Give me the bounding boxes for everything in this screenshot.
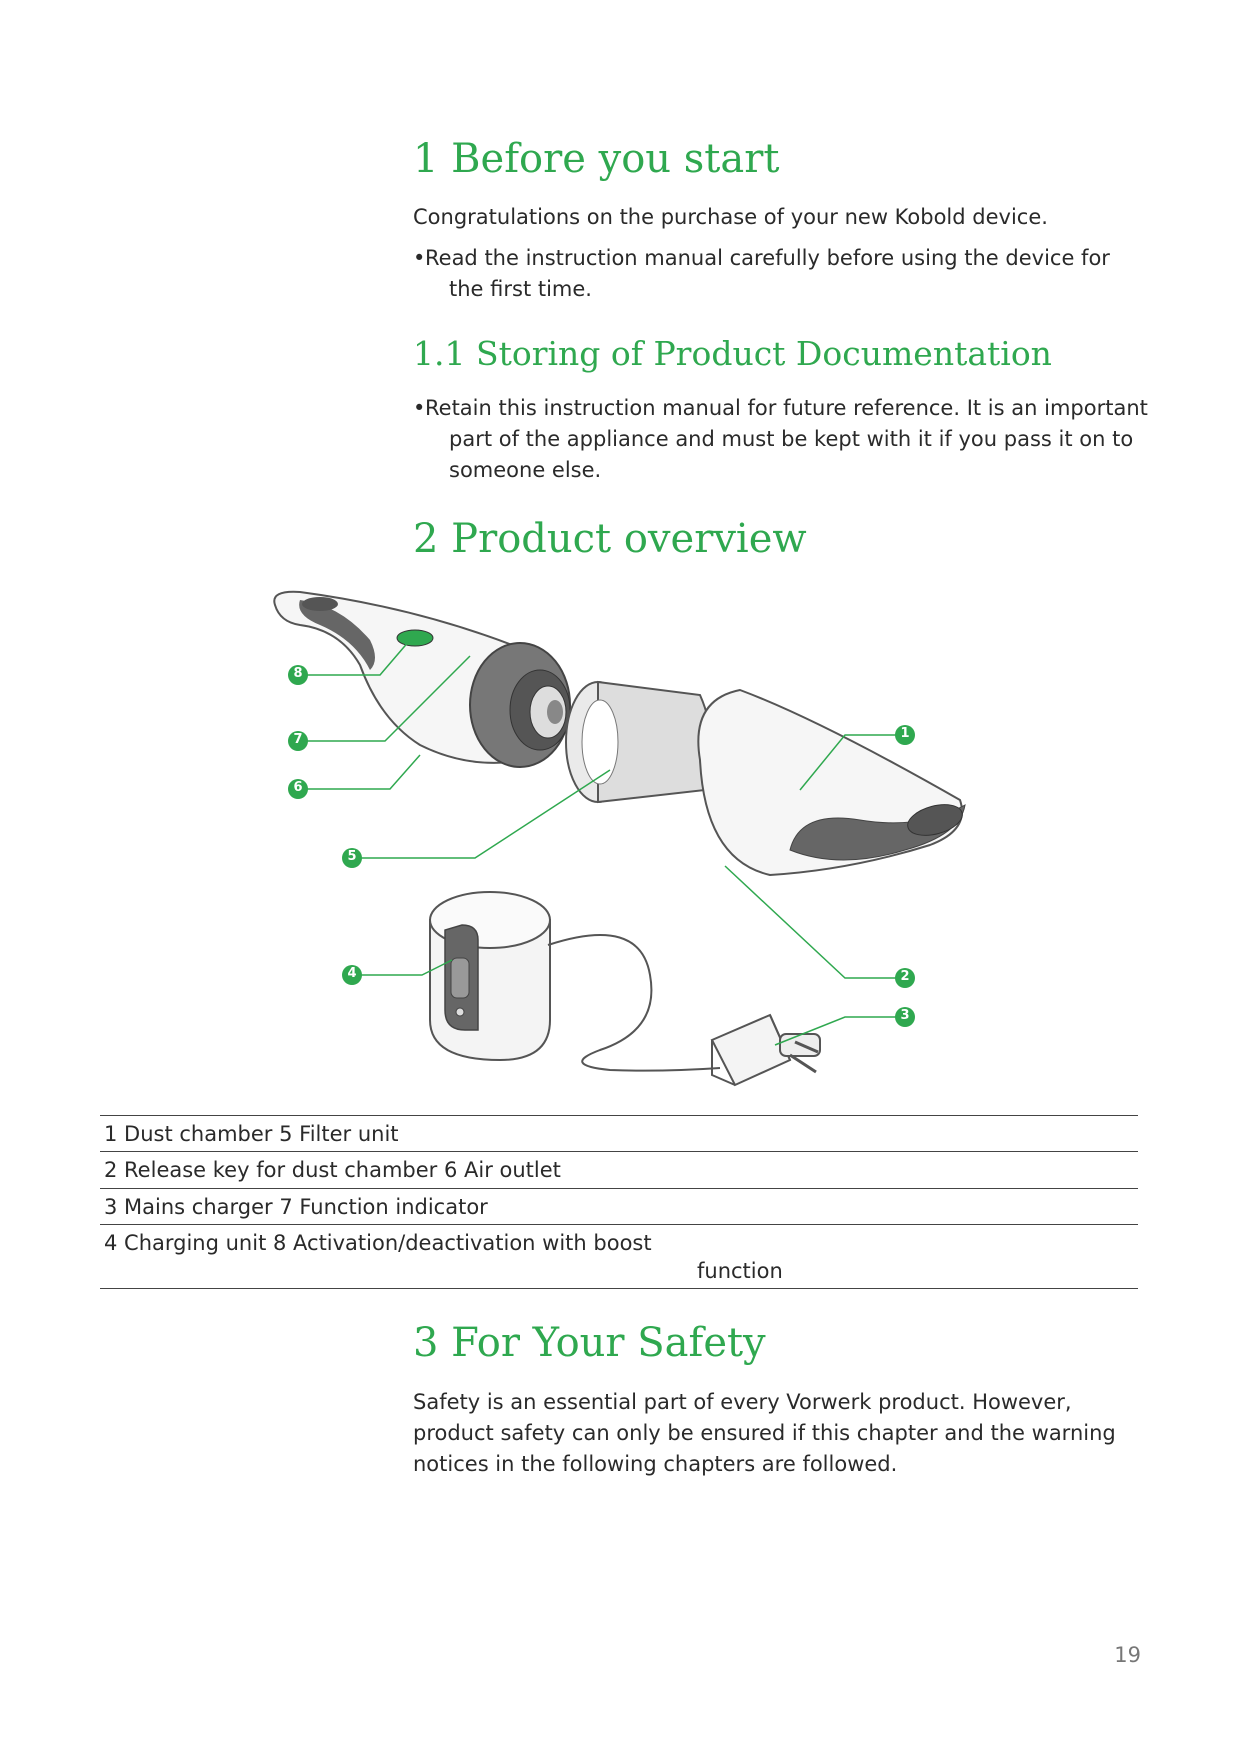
callout-8-label: 8 xyxy=(293,666,303,681)
legend-row-4: 4 Charging unit 8 Activation/deactivation with boost xyxy=(104,1231,652,1255)
callout-8 xyxy=(288,665,308,685)
bullet-mark: • xyxy=(413,396,426,420)
callout-3-label: 3 xyxy=(900,1008,910,1023)
callout-6-label: 6 xyxy=(293,780,303,795)
callout-1-label: 1 xyxy=(900,726,910,741)
section-3-title: 3 For Your Safety xyxy=(413,1320,766,1366)
legend-rule xyxy=(100,1151,1138,1152)
dust-chamber-drawing xyxy=(698,690,965,875)
callout-1 xyxy=(895,725,915,745)
legend-rule xyxy=(100,1188,1138,1189)
bullet-mark: • xyxy=(413,246,426,270)
legend-rule xyxy=(100,1224,1138,1225)
section-2-title: 2 Product overview xyxy=(413,516,807,562)
section-1-bullet-text: Read the instruction manual carefully before using the device for the first time. xyxy=(425,246,1110,301)
section-1-intro: Congratulations on the purchase of your new Kobold device. xyxy=(413,205,1048,229)
legend-row-3: 3 Mains charger 7 Function indicator xyxy=(104,1195,488,1219)
legend-row-2: 2 Release key for dust chamber 6 Air outlet xyxy=(104,1158,561,1182)
section-1-1-title: 1.1 Storing of Product Documentation xyxy=(413,334,1052,373)
charging-unit-drawing xyxy=(430,892,550,1060)
callout-5 xyxy=(342,848,362,868)
legend-rule xyxy=(100,1115,1138,1116)
callout-4-label: 4 xyxy=(347,966,357,981)
legend-rule xyxy=(100,1288,1138,1289)
legend-row-4-continuation: function xyxy=(697,1259,783,1283)
callout-5-label: 5 xyxy=(347,849,357,864)
mains-charger-drawing xyxy=(712,1015,820,1085)
callout-4 xyxy=(342,965,362,985)
callout-7-label: 7 xyxy=(293,732,303,747)
section-1-title: 1 Before you start xyxy=(413,136,780,182)
section-1-1-bullet-text: Retain this instruction manual for future reference. It is an important part of the appliance and must be kept with it if you pass it on to someone else. xyxy=(425,396,1148,482)
callout-3 xyxy=(895,1007,915,1027)
legend-row-1: 1 Dust chamber 5 Filter unit xyxy=(104,1122,399,1146)
page-number: 19 xyxy=(1114,1643,1141,1667)
callout-7 xyxy=(288,731,308,751)
callout-2 xyxy=(895,968,915,988)
callout-2-label: 2 xyxy=(900,969,910,984)
callout-6 xyxy=(288,779,308,799)
section-3-body: Safety is an essential part of every Vorwerk product. However, product safety can only be ensured if this chapter and the warning notices in the following chapters are followed. xyxy=(413,1390,1116,1476)
